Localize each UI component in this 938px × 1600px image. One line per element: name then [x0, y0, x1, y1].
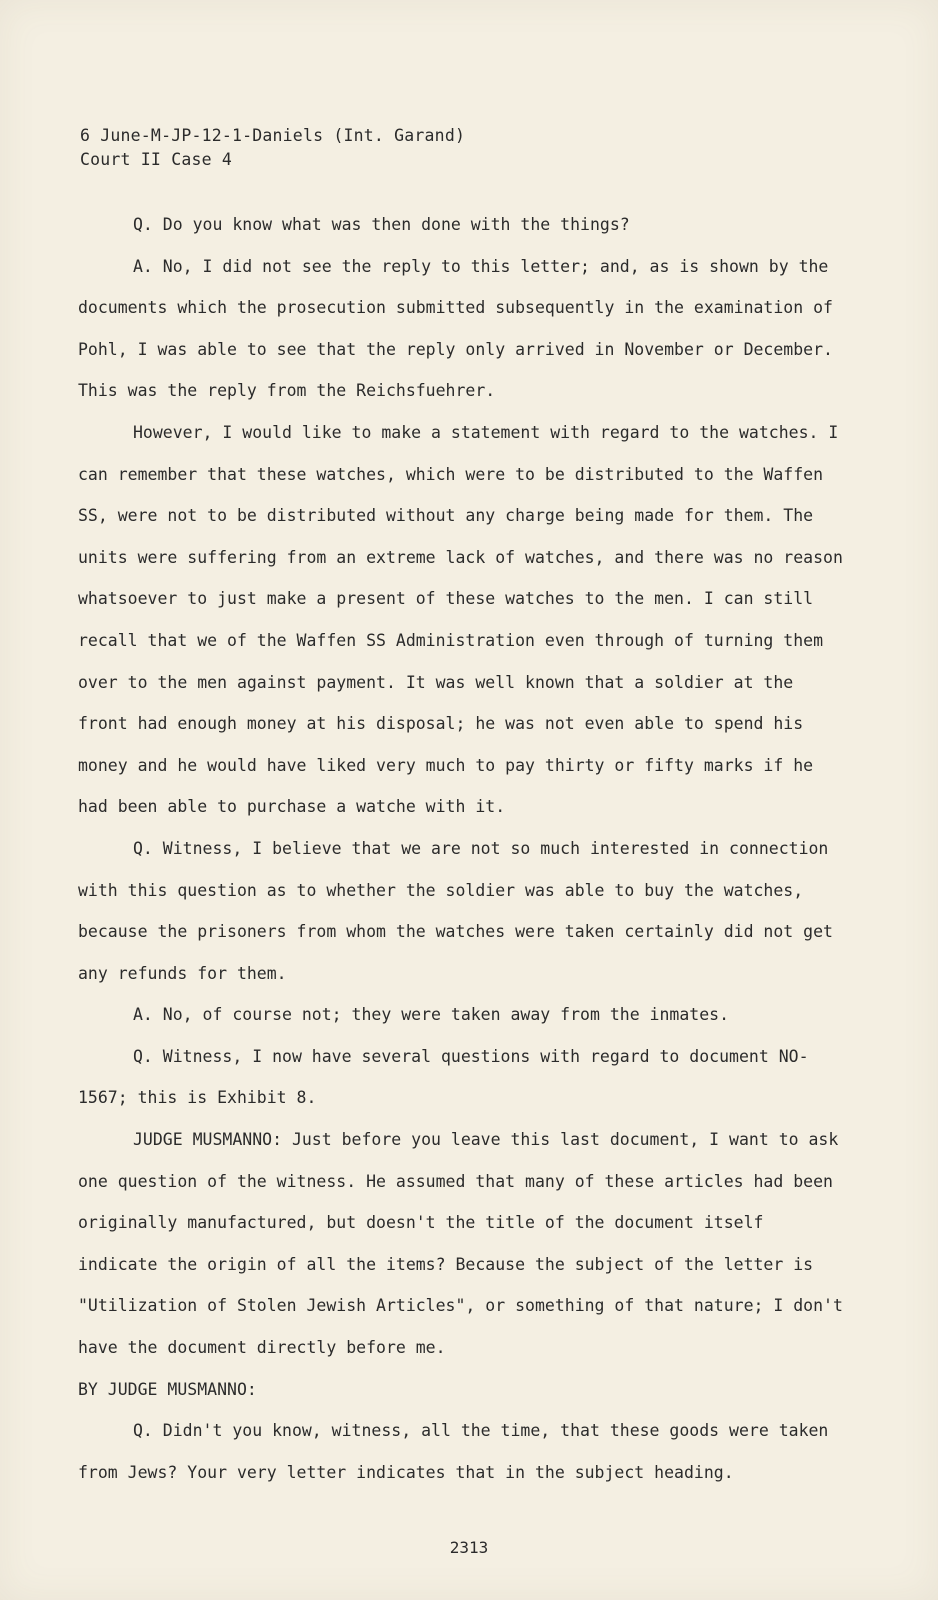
header-reference-line: 6 June-M-JP-12-1-Daniels (Int. Garand) — [80, 126, 466, 145]
page-number: 2313 — [449, 1538, 489, 1557]
answer-paragraph: A. No, of course not; they were taken away from the inmates. — [133, 1005, 730, 1025]
section-heading: BY JUDGE MUSMANNO: — [78, 1379, 257, 1399]
question-paragraph: Q. Didn't you know, witness, all the time, that these goods were taken from Jews? Your very letter indicates that in the subject heading. — [78, 1421, 829, 1482]
answer-paragraph: A. No, I did not see the reply to this letter; and, as is shown by the documents which the prosecution submitted subsequently in the examination of Pohl, I was able to see that the reply only arrived in November or December. This was the reply from the Reichsfuehrer. — [78, 256, 833, 401]
answer-continuation-paragraph: However, I would like to make a statement with regard to the watches. I can remember that these watches, which were to be distributed to the Waffen SS, were not to be distributed without any charge being made for them. The units were suffering from an extreme lack of watches, and there was no reason whatsoever to just make a present of these watches to the men. I can still recall that we of the Waffen SS Administration even through of turning them over to the men against payment. It was well known that a soldier at the front had enough money at his disposal; he was not even able to spend his money and he would have liked very much to pay thirty or fifty marks if he had been able to purchase a watche with it. — [78, 422, 843, 817]
header-court-case-line: Court II Case 4 — [80, 150, 233, 169]
transcript-body — [78, 204, 848, 1493]
question-paragraph: Q. Witness, I now have several questions with regard to document NO-1567; this is Exhibit 8. — [78, 1046, 809, 1108]
question-paragraph: Q. Witness, I believe that we are not so much interested in connection with this question as to whether the soldier was able to buy the watches, because the prisoners from whom the watches were taken certainly did not get any refunds for them. — [78, 838, 833, 983]
question-paragraph: Q. Do you know what was then done with the things? — [133, 215, 630, 234]
judge-statement-paragraph: JUDGE MUSMANNO: Just before you leave this last document, I want to ask one question of the witness. He assumed that many of these articles had been originally manufactured, but doesn't the title of the document itself indicate the origin of all the items? Because the subject of the letter is "Utilization of Stolen Jewish Articles", or something of that nature; I don't have the document directly before me. — [78, 1130, 843, 1358]
document-header — [80, 124, 465, 172]
